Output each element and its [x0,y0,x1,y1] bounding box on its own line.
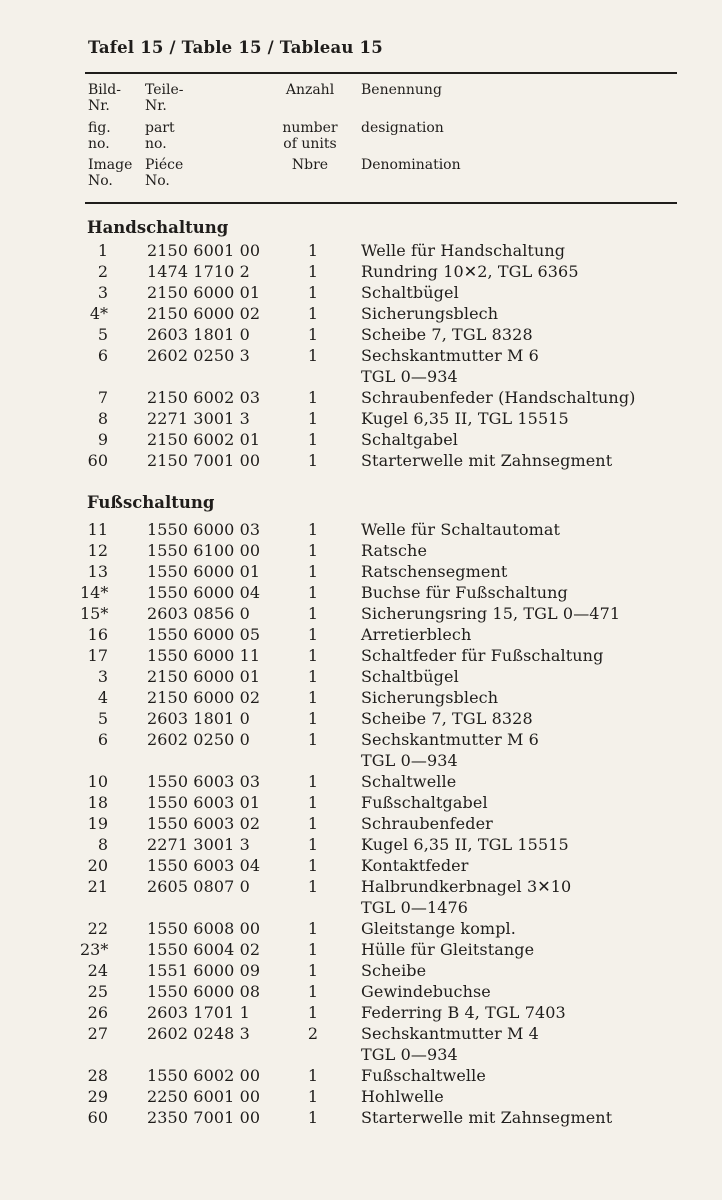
table-row [0,366,722,387]
designation-cell: Schraubenfeder [361,814,493,833]
part-no-cell: 2150 6002 03 [147,388,261,407]
designation-cell: Ratsche [361,541,428,560]
table-row [0,708,722,729]
table-row [0,876,722,897]
quantity-cell: 1 [307,709,319,728]
quantity-cell: 2 [307,1024,319,1043]
quantity-cell: 1 [307,856,319,875]
header-image-no: Image No. [88,157,133,189]
header-teile-nr: Teile- Nr. [145,82,184,114]
part-no-cell: 2150 6000 01 [147,283,261,302]
table-row [0,624,722,645]
header-designation: designation [361,120,444,136]
quantity-cell: 1 [307,583,319,602]
designation-cell: Ratschensegment [361,562,508,581]
table-row [0,687,722,708]
bild-nr-cell: 60 [87,451,108,470]
part-no-cell: 2150 6001 00 [147,241,261,260]
part-no-cell: 1550 6000 05 [147,625,261,644]
quantity-cell: 1 [307,835,319,854]
part-no-cell: 2150 6002 01 [147,430,261,449]
section-title-fussschaltung: Fußschaltung [87,493,215,512]
table-row [0,1023,722,1044]
table-row [0,960,722,981]
table-row [0,261,722,282]
quantity-cell: 1 [307,982,319,1001]
part-no-cell: 1551 6000 09 [147,961,261,980]
part-no-cell: 1550 6000 03 [147,520,261,539]
part-no-cell: 1550 6003 03 [147,772,261,791]
bild-nr-cell: 22 [87,919,108,938]
designation-cell: Rundring 10✕2, TGL 6365 [361,262,579,281]
quantity-cell: 1 [307,688,319,707]
section-title-handschaltung: Handschaltung [87,218,229,237]
part-no-cell: 2250 6001 00 [147,1087,261,1106]
table-row [0,897,722,918]
quantity-cell: 1 [307,283,319,302]
bild-nr-cell: 25 [87,982,108,1001]
header-anzahl: Anzahl [285,82,335,98]
bild-nr-cell: 23* [80,940,109,959]
quantity-cell: 1 [307,877,319,896]
quantity-cell: 1 [307,541,319,560]
quantity-cell: 1 [307,793,319,812]
designation-cell: Arretierblech [361,625,472,644]
quantity-cell: 1 [307,1066,319,1085]
part-no-cell: 1550 6000 08 [147,982,261,1001]
quantity-cell: 1 [307,919,319,938]
table-row [0,582,722,603]
table-row [0,519,722,540]
bild-nr-cell: 4 [97,688,108,707]
designation-cell: Schaltbügel [361,667,459,686]
bild-nr-cell: 28 [87,1066,108,1085]
part-no-cell: 2150 6000 01 [147,667,261,686]
part-no-cell: 2602 0250 3 [147,346,250,365]
bild-nr-cell: 10 [87,772,108,791]
table-row [0,345,722,366]
designation-cell: Kontaktfeder [361,856,469,875]
table-row [0,603,722,624]
bild-nr-cell: 6 [97,730,108,749]
quantity-cell: 1 [307,1108,319,1127]
quantity-cell: 1 [307,325,319,344]
table-row [0,834,722,855]
table-row [0,429,722,450]
bild-nr-cell: 29 [87,1087,108,1106]
table-row [0,666,722,687]
part-no-cell: 2150 6000 02 [147,304,261,323]
table-row [0,561,722,582]
quantity-cell: 1 [307,409,319,428]
bild-nr-cell: 12 [87,541,108,560]
quantity-cell: 1 [307,940,319,959]
top-rule [85,72,677,74]
designation-cell: Gleitstange kompl. [361,919,516,938]
part-no-cell: 1474 1710 2 [147,262,250,281]
designation-cell: Welle für Handschaltung [361,241,566,260]
designation-cell: Hülle für Gleitstange [361,940,535,959]
part-no-cell: 2605 0807 0 [147,877,250,896]
table-row [0,645,722,666]
part-no-cell: 2150 7001 00 [147,451,261,470]
table-row [0,1044,722,1065]
quantity-cell: 1 [307,262,319,281]
table-row [0,1086,722,1107]
bild-nr-cell: 16 [87,625,108,644]
quantity-cell: 1 [307,961,319,980]
part-no-cell: 2150 6000 02 [147,688,261,707]
table-row [0,303,722,324]
bild-nr-cell: 17 [87,646,108,665]
table-row [0,408,722,429]
designation-cell: Fußschaltwelle [361,1066,486,1085]
designation-cell: Starterwelle mit Zahnsegment [361,1108,613,1127]
designation-cell: Sicherungsblech [361,304,499,323]
quantity-cell: 1 [307,646,319,665]
bild-nr-cell: 26 [87,1003,108,1022]
bild-nr-cell: 5 [97,709,108,728]
table-row [0,729,722,750]
part-no-cell: 1550 6000 04 [147,583,261,602]
designation-cell: Sicherungsblech [361,688,499,707]
quantity-cell: 1 [307,451,319,470]
bild-nr-cell: 19 [87,814,108,833]
designation-cell: Scheibe 7, TGL 8328 [361,325,533,344]
designation-cell: Sechskantmutter M 6 [361,346,539,365]
part-no-cell: 1550 6003 04 [147,856,261,875]
page-title: Tafel 15 / Table 15 / Tableau 15 [88,38,383,57]
designation-cell: Schaltgabel [361,430,459,449]
header-rule [85,202,677,204]
table-row [0,939,722,960]
part-no-cell: 2603 0856 0 [147,604,250,623]
table-row [0,324,722,345]
quantity-cell: 1 [307,1087,319,1106]
parts-table-fussschaltung [0,519,722,1128]
bild-nr-cell: 11 [87,520,108,539]
header-fig-no: fig. no. [88,120,111,152]
bild-nr-cell: 20 [87,856,108,875]
table-row [0,1065,722,1086]
bild-nr-cell: 21 [87,877,108,896]
header-benennung: Benennung [361,82,442,98]
table-row [0,1002,722,1023]
bild-nr-cell: 6 [97,346,108,365]
part-no-cell: 2603 1801 0 [147,709,250,728]
part-no-cell: 1550 6002 00 [147,1066,261,1085]
table-row [0,750,722,771]
designation-cell: Starterwelle mit Zahnsegment [361,451,613,470]
part-no-cell: 2603 1801 0 [147,325,250,344]
header-number-of-units: number of units [282,120,338,152]
parts-table-handschaltung [0,240,722,471]
bild-nr-cell: 60 [87,1108,108,1127]
part-no-cell: 2602 0250 0 [147,730,250,749]
quantity-cell: 1 [307,388,319,407]
table-row [0,918,722,939]
designation-cell: Schraubenfeder (Handschaltung) [361,388,636,407]
table-row [0,540,722,561]
bild-nr-cell: 5 [97,325,108,344]
part-no-cell: 2271 3001 3 [147,835,250,854]
designation-cell: TGL 0—934 [361,367,458,386]
designation-cell: Schaltwelle [361,772,457,791]
designation-cell: Sechskantmutter M 6 [361,730,539,749]
header-denomination: Denomination [361,157,461,173]
header-nbre: Nbre [291,157,329,173]
table-row [0,240,722,261]
table-row [0,792,722,813]
bild-nr-cell: 18 [87,793,108,812]
table-row [0,450,722,471]
part-no-cell: 2602 0248 3 [147,1024,250,1043]
part-no-cell: 1550 6000 01 [147,562,261,581]
designation-cell: Hohlwelle [361,1087,444,1106]
table-row [0,855,722,876]
designation-cell: Federring B 4, TGL 7403 [361,1003,566,1022]
designation-cell: Welle für Schaltautomat [361,520,561,539]
quantity-cell: 1 [307,814,319,833]
designation-cell: Sechskantmutter M 4 [361,1024,539,1043]
designation-cell: Gewindebuchse [361,982,491,1001]
bild-nr-cell: 8 [97,409,108,428]
table-row [0,981,722,1002]
quantity-cell: 1 [307,1003,319,1022]
quantity-cell: 1 [307,430,319,449]
part-no-cell: 1550 6003 02 [147,814,261,833]
quantity-cell: 1 [307,520,319,539]
bild-nr-cell: 13 [87,562,108,581]
table-row [0,771,722,792]
part-no-cell: 2350 7001 00 [147,1108,261,1127]
bild-nr-cell: 4* [89,304,108,323]
table-row [0,282,722,303]
designation-cell: Scheibe 7, TGL 8328 [361,709,533,728]
bild-nr-cell: 3 [97,283,108,302]
part-no-cell: 1550 6004 02 [147,940,261,959]
designation-cell: Fußschaltgabel [361,793,488,812]
quantity-cell: 1 [307,604,319,623]
quantity-cell: 1 [307,241,319,260]
bild-nr-cell: 8 [97,835,108,854]
designation-cell: Sicherungsring 15, TGL 0—471 [361,604,621,623]
part-no-cell: 1550 6000 11 [147,646,261,665]
bild-nr-cell: 24 [87,961,108,980]
quantity-cell: 1 [307,667,319,686]
part-no-cell: 2603 1701 1 [147,1003,250,1022]
bild-nr-cell: 15* [80,604,109,623]
designation-cell: Schaltbügel [361,283,459,302]
table-row [0,387,722,408]
part-no-cell: 1550 6008 00 [147,919,261,938]
quantity-cell: 1 [307,625,319,644]
bild-nr-cell: 9 [97,430,108,449]
designation-cell: Buchse für Fußschaltung [361,583,568,602]
designation-cell: Kugel 6,35 II, TGL 15515 [361,409,569,428]
header-bild-nr: Bild- Nr. [88,82,121,114]
designation-cell: Schaltfeder für Fußschaltung [361,646,604,665]
table-row [0,1107,722,1128]
quantity-cell: 1 [307,730,319,749]
quantity-cell: 1 [307,304,319,323]
designation-cell: TGL 0—1476 [361,898,469,917]
quantity-cell: 1 [307,772,319,791]
bild-nr-cell: 14* [80,583,109,602]
designation-cell: Kugel 6,35 II, TGL 15515 [361,835,569,854]
header-piece-no: Piéce No. [145,157,184,189]
quantity-cell: 1 [307,562,319,581]
bild-nr-cell: 1 [97,241,108,260]
part-no-cell: 2271 3001 3 [147,409,250,428]
bild-nr-cell: 7 [97,388,108,407]
quantity-cell: 1 [307,346,319,365]
bild-nr-cell: 3 [97,667,108,686]
designation-cell: TGL 0—934 [361,1045,458,1064]
part-no-cell: 1550 6003 01 [147,793,261,812]
bild-nr-cell: 2 [97,262,108,281]
table-row [0,813,722,834]
part-no-cell: 1550 6100 00 [147,541,261,560]
designation-cell: Scheibe [361,961,427,980]
designation-cell: TGL 0—934 [361,751,458,770]
designation-cell: Halbrundkerbnagel 3✕10 [361,877,572,896]
bild-nr-cell: 27 [87,1024,108,1043]
header-part-no: part no. [145,120,175,152]
